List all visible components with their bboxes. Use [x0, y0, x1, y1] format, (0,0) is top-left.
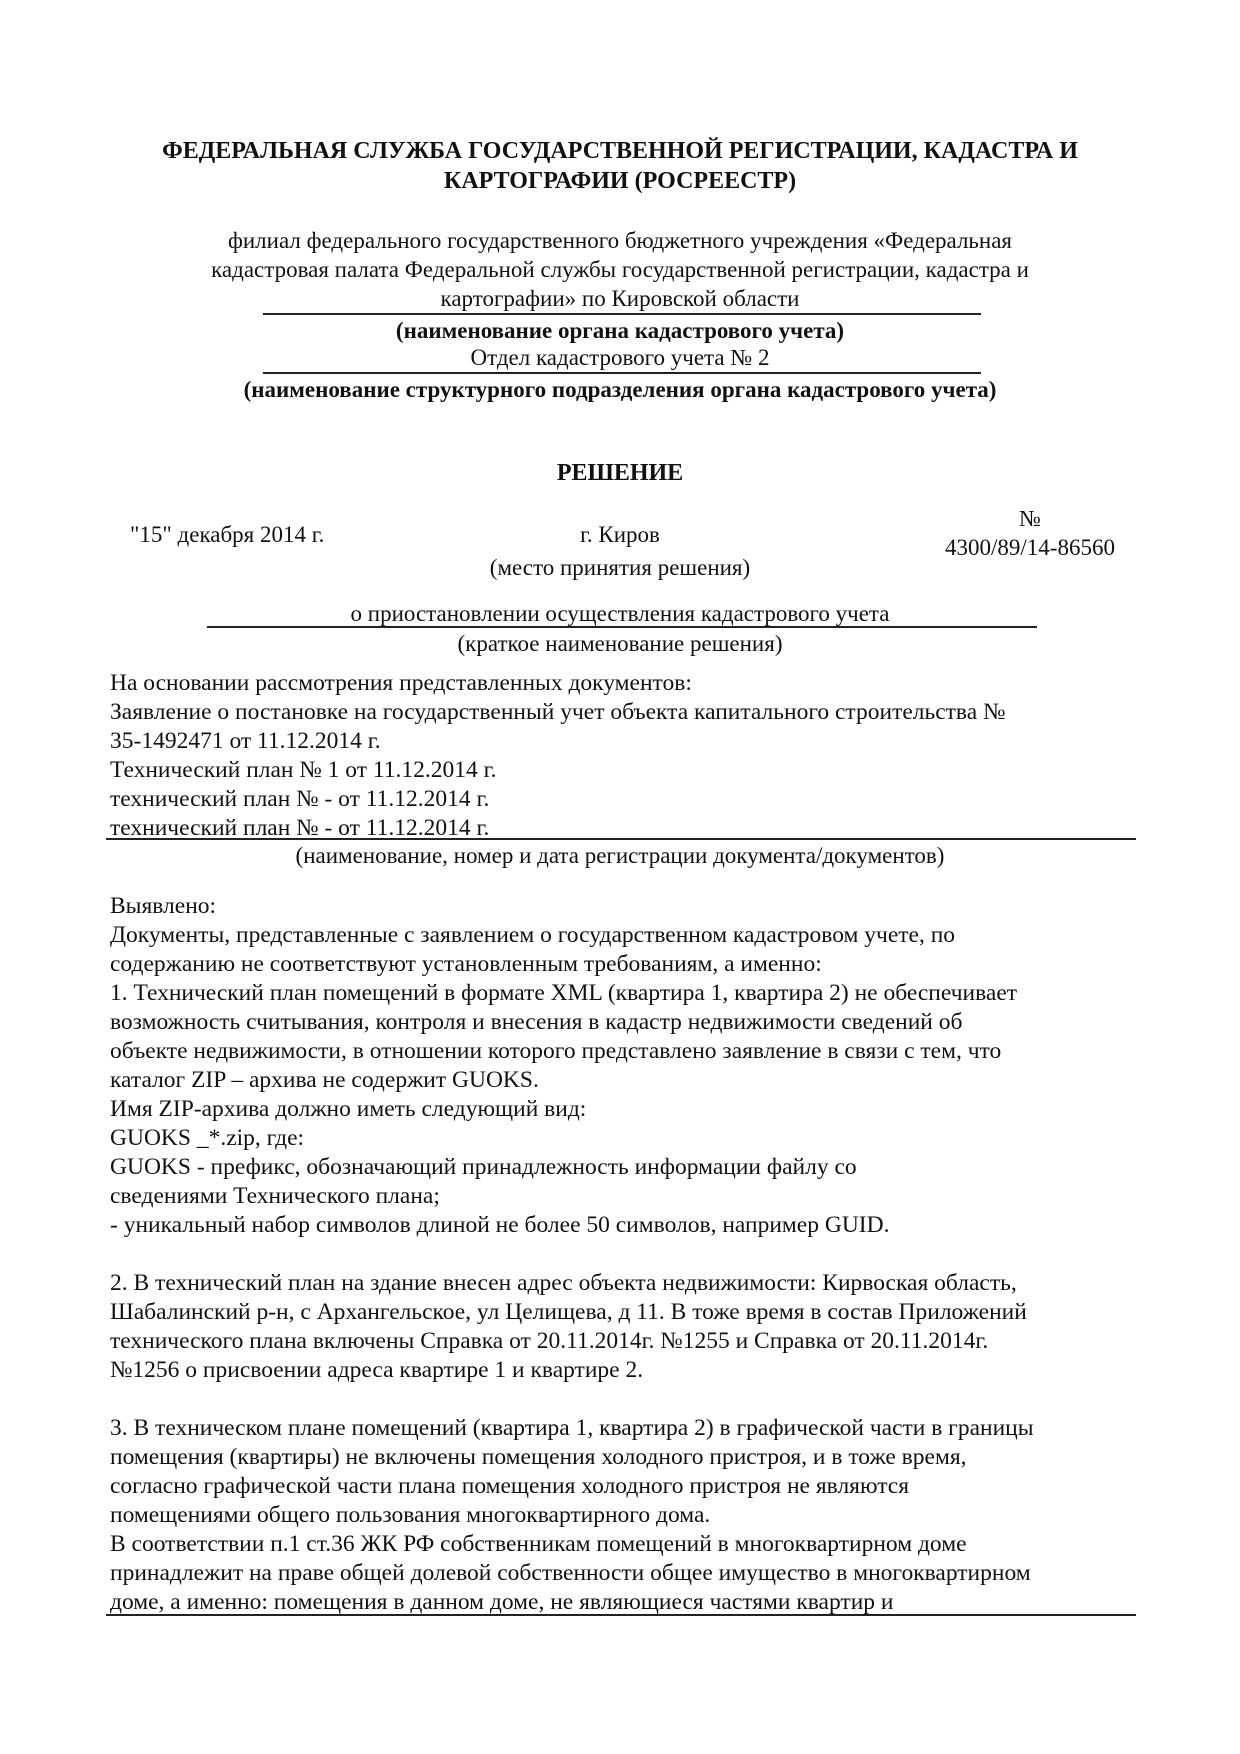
decision-number-label: №: [1019, 506, 1041, 531]
decision-short-name: о приостановлении осуществления кадастрового учета: [350, 601, 890, 626]
decision-short-name-caption: (краткое наименование решения): [457, 631, 783, 656]
findings-line: возможность считывания, контроля и внесения в кадастр недвижимости сведений об: [110, 1009, 963, 1035]
decision-title: РЕШЕНИЕ: [556, 460, 684, 486]
branch-name-line1: филиал федерального государственного бюджетного учреждения «Федеральная: [227, 228, 1013, 253]
basis-line: технический план № - от 11.12.2014 г.: [110, 786, 490, 812]
agency-title-line2: КАРТОГРАФИИ (РОСРЕЕСТР): [443, 168, 797, 194]
basis-line: технический план № - от 11.12.2014 г.: [110, 815, 490, 841]
findings-line: - уникальный набор символов длиной не более 50 символов, например GUID.: [110, 1212, 890, 1238]
findings-line: объекте недвижимости, в отношении которого представлено заявление в связи с тем, что: [110, 1038, 1002, 1064]
findings-line: 1. Технический план помещений в формате XML (квартира 1, квартира 2) не обеспечивает: [110, 980, 1018, 1006]
finding-3-line: помещениями общего пользования многоквартирного дома.: [110, 1502, 711, 1528]
finding-3-line: помещения (квартиры) не включены помещения холодного пристроя, и в тоже время,: [110, 1444, 967, 1470]
decision-place: г. Киров: [580, 522, 660, 547]
basis-line: Технический план № 1 от 11.12.2014 г.: [110, 757, 497, 783]
finding-2-line: технического плана включены Справка от 20.11.2014г. №1255 и Справка от 20.11.2014г.: [110, 1328, 989, 1354]
basis-line: Заявление о постановке на государственный учет объекта капитального строительства №: [110, 699, 1006, 725]
finding-3-line: принадлежит на праве общей долевой собственности общее имущество в многоквартирном: [110, 1560, 1031, 1586]
branch-underline: [263, 313, 981, 315]
finding-2-line: Шабалинский р-н, с Архангельское, ул Целищева, д 11. В тоже время в состав Приложений: [110, 1299, 1027, 1325]
page-bottom-underline: [106, 1614, 1136, 1616]
branch-name-line2: кадастровая палата Федеральной службы государственной регистрации, кадастра и: [211, 257, 1029, 282]
findings-heading: Выявлено:: [110, 893, 217, 919]
finding-2-line: 2. В технический план на здание внесен адрес объекта недвижимости: Кирвоская область,: [110, 1270, 1017, 1296]
finding-3-line: доме, а именно: помещения в данном доме, не являющиеся частями квартир и: [110, 1589, 894, 1615]
findings-line: GUOKS - префикс, обозначающий принадлежность информации файлу со: [110, 1154, 857, 1180]
findings-line: каталог ZIP – архива не содержит GUOKS.: [110, 1067, 539, 1093]
findings-line: Документы, представленные с заявлением о государственном кадастровом учете, по: [110, 922, 956, 948]
basis-intro: На основании рассмотрения представленных документов:: [110, 670, 692, 696]
decision-date: "15" декабря 2014 г.: [130, 522, 325, 547]
findings-line: содержанию не соответствуют установленным требованиям, а именно:: [110, 951, 822, 977]
findings-line: сведениями Технического плана;: [110, 1183, 440, 1209]
finding-2-line: №1256 о присвоении адреса квартире 1 и квартире 2.: [110, 1357, 644, 1383]
short-name-underline: [207, 626, 1037, 628]
decision-number: 4300/89/14-86560: [945, 535, 1115, 560]
findings-line: GUOKS _*.zip, где:: [110, 1125, 305, 1151]
finding-3-line: В соответствии п.1 ст.36 ЖК РФ собственникам помещений в многоквартирном доме: [110, 1531, 967, 1557]
department-name: Отдел кадастрового учета № 2: [470, 345, 770, 370]
findings-line: Имя ZIP-архива должно иметь следующий вид:: [110, 1096, 587, 1122]
branch-caption: (наименование органа кадастрового учета): [395, 318, 845, 343]
basis-line: 35-1492471 от 11.12.2014 г.: [110, 728, 381, 754]
finding-3-line: 3. В техническом плане помещений (квартира 1, квартира 2) в графической части в границы: [110, 1415, 1034, 1441]
basis-underline: [106, 838, 1136, 840]
department-caption: (наименование структурного подразделения органа кадастрового учета): [243, 377, 997, 402]
basis-caption: (наименование, номер и дата регистрации документа/документов): [295, 843, 945, 868]
agency-title-line1: ФЕДЕРАЛЬНАЯ СЛУЖБА ГОСУДАРСТВЕННОЙ РЕГИСТРАЦИИ, КАДАСТРА И: [162, 138, 1078, 164]
branch-name-line3: картографии» по Кировской области: [440, 286, 800, 311]
finding-3-line: согласно графической части плана помещения холодного пристроя не являются: [110, 1473, 910, 1499]
decision-place-caption: (место принятия решения): [489, 555, 751, 580]
department-underline: [263, 372, 981, 374]
